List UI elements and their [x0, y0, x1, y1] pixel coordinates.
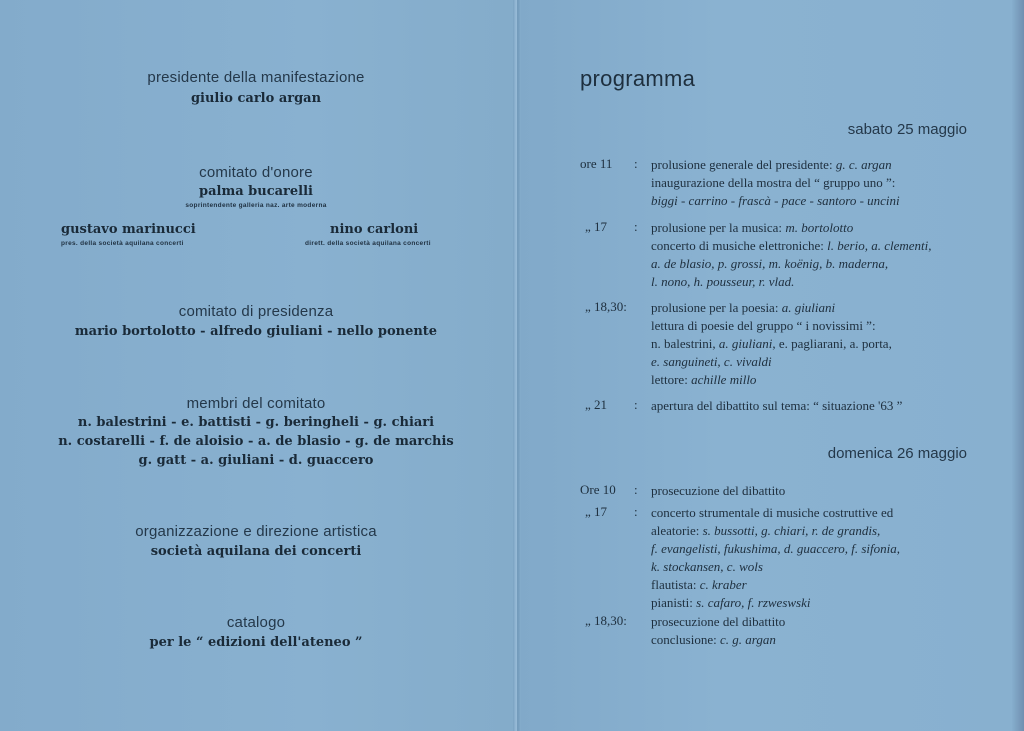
program-description	[651, 504, 969, 612]
program-line: apertura del dibattito sul tema: “ situazione '63 ”	[651, 398, 903, 413]
program-line: n. balestrini, a. giuliani, e. pagliarani, a. porta,	[651, 336, 892, 351]
organization-label: organizzazione e direzione artistica	[135, 523, 377, 540]
catalog-publisher: per le “ edizioni dell'ateneo ”	[149, 635, 363, 650]
program-time: „ 17	[585, 219, 608, 234]
program-line: aleatorie: s. bussotti, g. chiari, r. de grandis,	[651, 523, 881, 538]
program-time: „ 18,30:	[585, 613, 627, 628]
catalog-label: catalogo	[226, 614, 286, 631]
program-line: a. de blasio, p. grossi, m. koënig, b. maderna,	[651, 256, 889, 271]
program-line: biggi - carrino - frascà - pace - santoro - uncini	[651, 193, 900, 208]
committee-members-line1: n. balestrini - e. battisti - g. beringheli - g. chiari	[77, 415, 435, 430]
program-line: l. nono, h. pousseur, r. vlad.	[651, 274, 795, 289]
program-time: Ore 10	[580, 482, 616, 497]
program-time: „ 17	[585, 504, 608, 519]
program-line: concerto di musiche elettroniche: l. berio, a. clementi,	[651, 238, 932, 253]
committee-members-label: membri del comitato	[186, 395, 326, 412]
president-name: giulio carlo argan	[190, 91, 322, 106]
honor-committee-name: palma bucarelli	[199, 184, 313, 199]
page-fold	[513, 0, 521, 731]
program-colon: :	[634, 482, 638, 497]
member2-name: nino carloni	[330, 222, 419, 237]
program-colon: :	[634, 219, 638, 234]
day1-heading: sabato 25 maggio	[847, 121, 967, 138]
president-label: presidente della manifestazione	[147, 69, 365, 86]
program-line: flautista: c. kraber	[651, 577, 747, 592]
program-line: prosecuzione del dibattito	[651, 483, 786, 498]
member2-role: dirett. della società aquilana concerti	[305, 240, 431, 247]
program-line: f. evangelisti, fukushima, d. guaccero, f. sifonia,	[651, 541, 901, 556]
program-line: prolusione generale del presidente: g. c. argan	[651, 157, 892, 172]
program-description	[651, 482, 969, 500]
program-line: k. stockansen, c. wols	[651, 559, 763, 574]
honor-committee-role: soprintendente galleria naz. arte moderna	[185, 202, 327, 209]
program-colon: :	[634, 504, 638, 519]
program-line: conclusione: c. g. argan	[651, 632, 776, 647]
program-line: concerto strumentale di musiche costruttive ed	[651, 505, 894, 520]
member1-name: gustavo marinucci	[61, 222, 196, 237]
program-description	[651, 397, 969, 415]
program-description	[651, 219, 969, 291]
program-title: programma	[580, 66, 696, 91]
program-colon: :	[634, 397, 638, 412]
program-line: lettore: achille millo	[651, 372, 757, 387]
program-time: „ 18,30:	[585, 299, 627, 314]
program-line: prosecuzione del dibattito	[651, 614, 786, 629]
paper-edge	[1012, 0, 1024, 731]
committee-members-line2: n. costarelli - f. de aloisio - a. de blasio - g. de marchis	[58, 434, 454, 449]
program-description	[651, 156, 969, 210]
program-line: inaugurazione della mostra del “ gruppo uno ”:	[651, 175, 896, 190]
program-line: prolusione per la musica: m. bortolotto	[651, 220, 854, 235]
presidency-committee-names: mario bortolotto - alfredo giuliani - nello ponente	[74, 324, 438, 339]
program-description	[651, 299, 969, 389]
program-line: prolusione per la poesia: a. giuliani	[651, 300, 836, 315]
program-line: e. sanguineti, c. vivaldi	[651, 354, 772, 369]
organization-name: società aquilana dei concerti	[150, 544, 362, 559]
committee-members-line3: g. gatt - a. giuliani - d. guaccero	[138, 453, 374, 468]
program-description	[651, 613, 969, 649]
honor-committee-label: comitato d'onore	[199, 164, 313, 181]
program-time: „ 21	[585, 397, 608, 412]
day2-heading: domenica 26 maggio	[827, 445, 967, 462]
program-time: ore 11	[580, 156, 613, 171]
member1-role: pres. della società aquilana concerti	[61, 240, 184, 247]
program-colon: :	[634, 156, 638, 171]
program-line: pianisti: s. cafaro, f. rzweswski	[651, 595, 811, 610]
program-line: lettura di poesie del gruppo “ i novissimi ”:	[651, 318, 876, 333]
presidency-committee-label: comitato di presidenza	[178, 303, 334, 320]
